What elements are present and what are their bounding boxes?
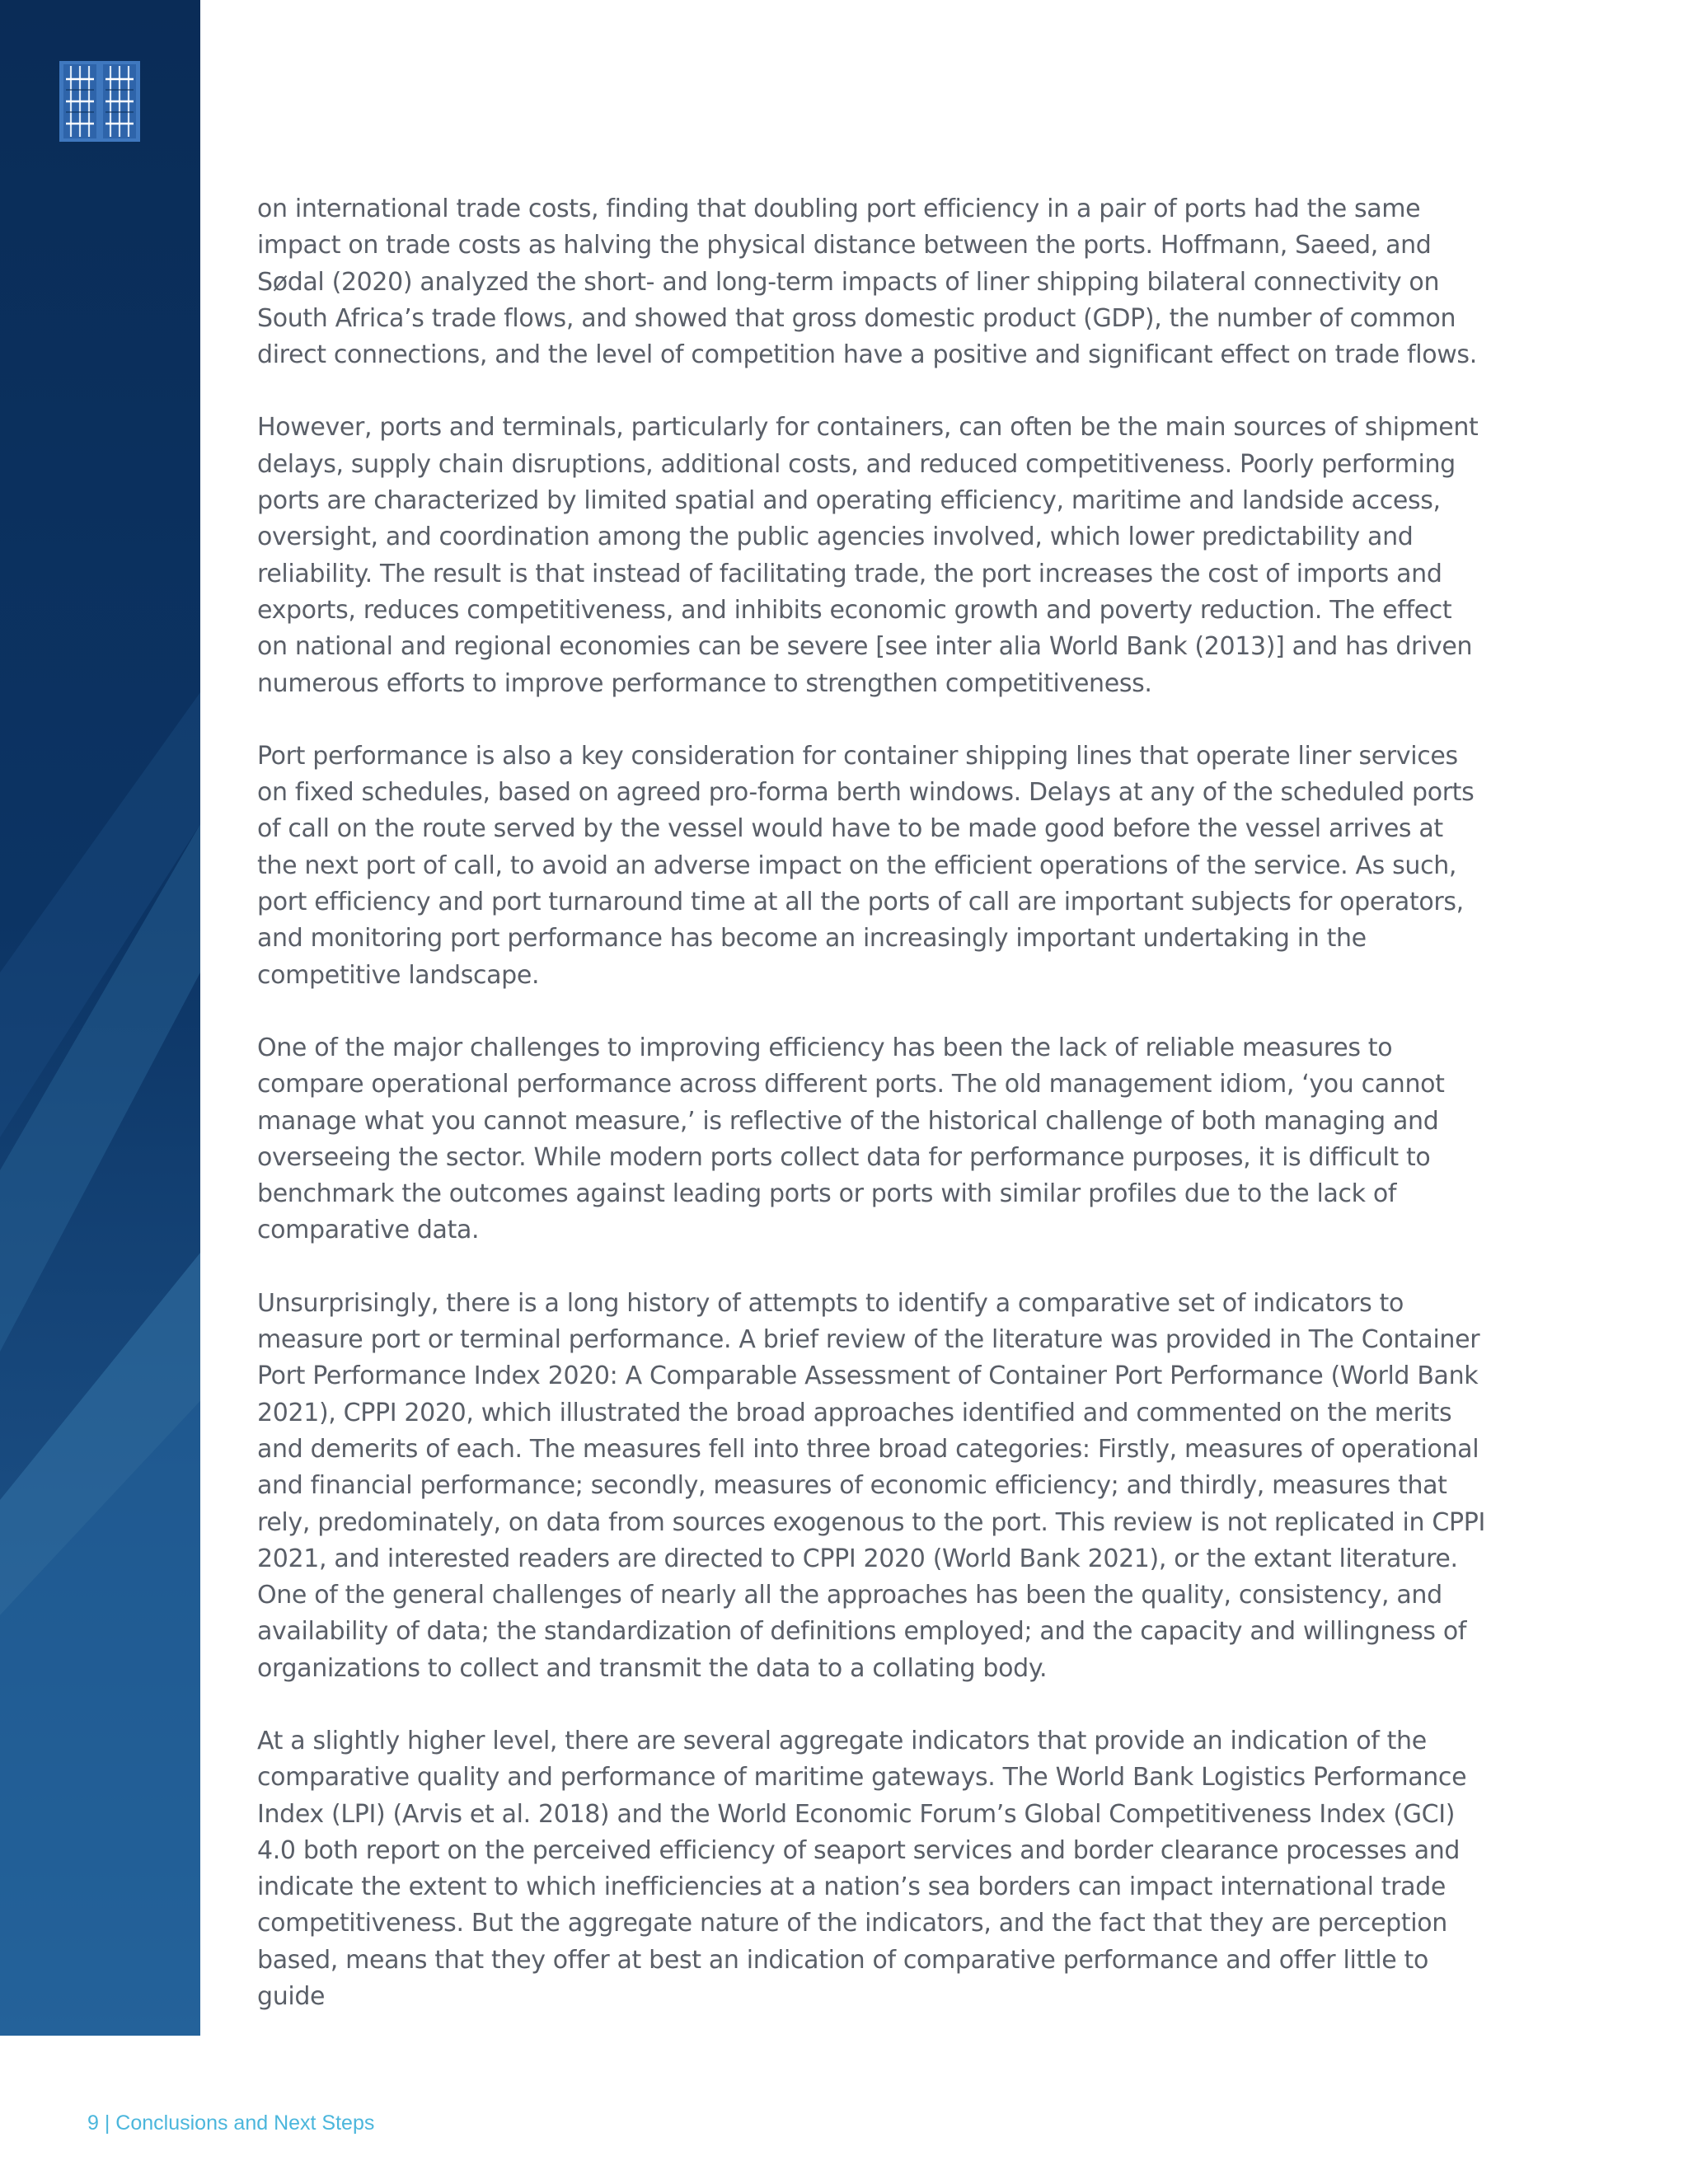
paragraph: Unsurprisingly, there is a long history of attempts to identify a comparative set of indicators to measure port or terminal performance. A brief review of the literature was provided in The Container Port Performance Index 2020: A Comparable Assessment of Container Port Performance (World Bank 2021), CPPI 2020, which illustrated the broad approaches identified and commented on the merits and demerits of each. The measures fell into three broad categories: Firstly, measures of operational and financial performance; secondly, measures of economic efficiency; and thirdly, measures that rely, predominately, on data from sources exogenous to the port. This review is not replicated in CPPI 2021, and interested readers are directed to CPPI 2020 (World Bank 2021), or the extant literature. One of the general challenges of nearly all the approaches has been the quality, consistency, and availability of data; the standardization of definitions employed; and the capacity and willingness of organizations to collect and transmit the data to a collating body. [257, 1288, 1485, 1683]
container-stack-icon [59, 61, 140, 142]
paragraph: However, ports and terminals, particularly for containers, can often be the main sources of shipment delays, supply chain disruptions, additional costs, and reduced competitiveness. Poorly performing ports are characterized by limited spatial and operating efficiency, maritime and landside access, oversight, and coordination among the public agencies involved, which lower predictability and reliability. The result is that instead of facilitating trade, the port increases the cost of imports and exports, reduces competitiveness, and inhibits economic growth and poverty reduction. The effect on national and regional economies can be severe [see inter alia World Bank (2013)] and has driven numerous efforts to improve performance to strengthen competitiveness. [257, 413, 1479, 698]
page-number: 9 [87, 2111, 99, 2135]
sidebar-diagonal-stripes [0, 0, 200, 2036]
section-title: Conclusions and Next Steps [115, 2111, 375, 2135]
footer-separator: | [98, 2111, 116, 2135]
page-footer [87, 2111, 374, 2135]
sidebar-band [0, 0, 200, 2036]
paragraph: Port performance is also a key consideration for container shipping lines that operate liner services on fixed schedules, based on agreed pro-forma berth windows. Delays at any of the scheduled ports of call on the route served by the vessel would have to be made good before the vessel arrives at the next port of call, to avoid an adverse impact on the efficient operations of the service. As such, port efficiency and port turnaround time at all the ports of call are important subjects for operators, and monitoring port performance has become an increasingly important undertaking in the competitive landscape. [257, 741, 1475, 990]
paragraph: on international trade costs, finding that doubling port efficiency in a pair of ports had the same impact on trade costs as halving the physical distance between the ports. Hoffmann, Saeed, and Sødal (2020) analyzed the short- and long-term impacts of liner shipping bilateral connectivity on South Africa’s trade flows, and showed that gross domestic product (GDP), the number of common direct connections, and the level of competition have a positive and significant effect on trade flows. [257, 194, 1477, 370]
paragraph: One of the major challenges to improving efficiency has been the lack of reliable measures to compare operational performance across different ports. The old management idiom, ‘you cannot manage what you cannot measure,’ is reflective of the historical challenge of both managing and overseeing the sector. While modern ports collect data for performance purposes, it is difficult to benchmark the outcomes against leading ports or ports with similar profiles due to the lack of comparative data. [257, 1033, 1445, 1245]
paragraph: At a slightly higher level, there are several aggregate indicators that provide an indication of the comparative quality and performance of maritime gateways. The World Bank Logistics Performance Index (LPI) (Arvis et al. 2018) and the World Economic Forum’s Global Competitiveness Index (GCI) 4.0 both report on the perceived efficiency of seaport services and border clearance processes and indicate the extent to which inefficiencies at a nation’s sea borders can impact international trade competitiveness. But the aggregate nature of the indicators, and the fact that they are perception based, means that they offer at best an indication of comparative performance and offer little to guide [257, 1726, 1467, 2012]
body-text [257, 191, 1485, 2051]
